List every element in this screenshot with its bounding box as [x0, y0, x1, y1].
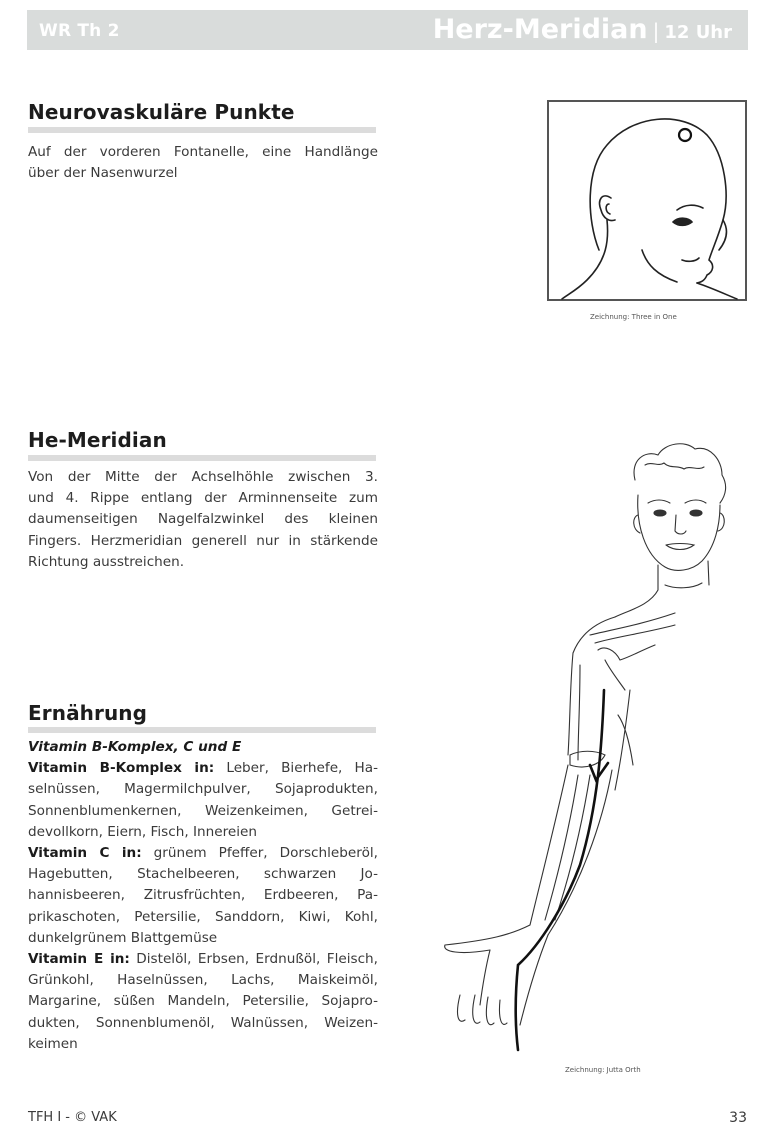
text-line: und 4. Rippe entlang der Arminnenseite zum	[28, 490, 378, 507]
section-title-neurovascular: Neurovaskuläre Punkte	[28, 100, 295, 124]
text-line: Richtung ausstreichen.	[28, 553, 185, 570]
vitamin-e-text: Distelöl, Erbsen, Erdnußöl, Fleisch,	[129, 951, 378, 968]
brow	[677, 205, 703, 210]
section-rule	[28, 455, 376, 461]
text-line: Margarine, süßen Mandeln, Petersilie, Sojapro-	[28, 993, 378, 1010]
ear-inner	[606, 204, 610, 214]
vitamin-c-text: grünem Pfeffer, Dorschleberöl,	[141, 845, 378, 862]
text-line: Von der Mitte der Achselhöhle zwischen 3.	[28, 469, 378, 485]
page-title: Herz-Meridian	[432, 14, 648, 45]
text-line: Auf der vorderen Fontanelle, eine Handlänge	[28, 144, 378, 160]
clavicle-lower	[595, 625, 675, 643]
humerus-head	[605, 660, 625, 690]
text-line: selnüssen, Magermilchpulver, Sojaprodukten,	[28, 781, 378, 798]
section-title-nutrition: Ernährung	[28, 701, 148, 725]
text-line: Fingers. Herzmeridian generell nur in stärkende	[28, 532, 378, 549]
meridian-text	[28, 467, 378, 573]
arm-meridian-illustration	[430, 425, 750, 1065]
head-illustration	[547, 100, 747, 301]
hair-curls	[645, 463, 704, 469]
shoulder	[697, 283, 737, 299]
arm-figure-caption: Zeichnung: Jutta Orth	[565, 1066, 641, 1074]
section-title-meridian: He-Meridian	[28, 428, 167, 452]
text-line: devollkorn, Eiern, Fisch, Innereien	[28, 823, 257, 840]
text-line: Hagebutten, Stachelbeeren, schwarzen Jo-	[28, 866, 378, 883]
nutrition-text	[28, 737, 378, 1055]
shoulder-outline	[568, 617, 615, 755]
upper-arm-inner	[578, 665, 580, 760]
neurovascular-text	[28, 142, 378, 184]
text-line: Grünkohl, Haselnüssen, Lachs, Maiskeimöl,	[28, 972, 378, 989]
vitamin-b-label: Vitamin B-Komplex in:	[28, 760, 215, 777]
skull-outline	[590, 119, 726, 250]
clavicle	[590, 613, 675, 635]
text-line: Sonnenblumenkernen, Weizenkeimen, Getrei-	[28, 802, 378, 819]
footer-copyright: TFH I - © VAK	[28, 1110, 117, 1125]
eye-right	[690, 510, 702, 516]
face-outline	[638, 495, 720, 570]
vitamin-c-label: Vitamin C in:	[28, 845, 142, 862]
nose	[675, 515, 686, 534]
mouth	[666, 544, 694, 550]
text-line	[28, 758, 378, 779]
page-number: 33	[729, 1110, 747, 1126]
face-profile	[697, 220, 723, 283]
thumb	[445, 925, 530, 952]
text-line	[28, 949, 378, 970]
collar	[665, 583, 702, 588]
section-rule	[28, 727, 376, 733]
meridian-time: 12 Uhr	[664, 22, 732, 43]
eye	[673, 218, 692, 225]
text-line: keimen	[28, 1035, 78, 1052]
neck-back	[562, 220, 608, 299]
neck-right	[708, 561, 709, 585]
neck-front	[642, 250, 677, 282]
brow-right	[685, 500, 706, 503]
neck-left	[615, 565, 658, 617]
hair	[634, 444, 726, 503]
text-line: prikaschoten, Petersilie, Sanddorn, Kiwi, Kohl,	[28, 908, 378, 925]
text-line: hannisbeeren, Zitrusfrüchten, Erdbeeren, Pa-	[28, 887, 378, 904]
mouth	[682, 258, 699, 261]
nutrition-subtitle: Vitamin B-Komplex, C und E	[28, 739, 242, 755]
scapula-detail	[598, 645, 655, 660]
text-line	[28, 843, 378, 864]
section-rule	[28, 127, 376, 133]
text-line: über der Nasenwurzel	[28, 165, 178, 182]
fingers	[458, 995, 507, 1025]
header-bar	[27, 10, 748, 50]
ear	[600, 196, 615, 221]
eye-left	[654, 510, 666, 516]
palm	[480, 950, 490, 1005]
vitamin-e-label: Vitamin E in:	[28, 951, 130, 968]
text-line: dukten, Sonnenblumenöl, Walnüssen, Weizen-	[28, 1014, 378, 1031]
header-separator: |	[652, 19, 660, 43]
chapter-code: WR Th 2	[39, 21, 120, 41]
brow-left	[648, 500, 670, 503]
head-figure-caption: Zeichnung: Three in One	[590, 313, 677, 321]
head-illustration-frame	[547, 100, 747, 301]
vitamin-b-text: Leber, Bierhefe, Ha-	[214, 760, 378, 777]
forearm-outer	[530, 765, 568, 925]
header-title-group	[433, 14, 732, 45]
text-line: dunkelgrünem Blattgemüse	[28, 929, 218, 946]
text-line: daumenseitigen Nagelfalzwinkel des kleinen	[28, 511, 378, 528]
heart-meridian-line	[516, 690, 604, 1050]
neurovascular-point-marker	[679, 129, 691, 141]
